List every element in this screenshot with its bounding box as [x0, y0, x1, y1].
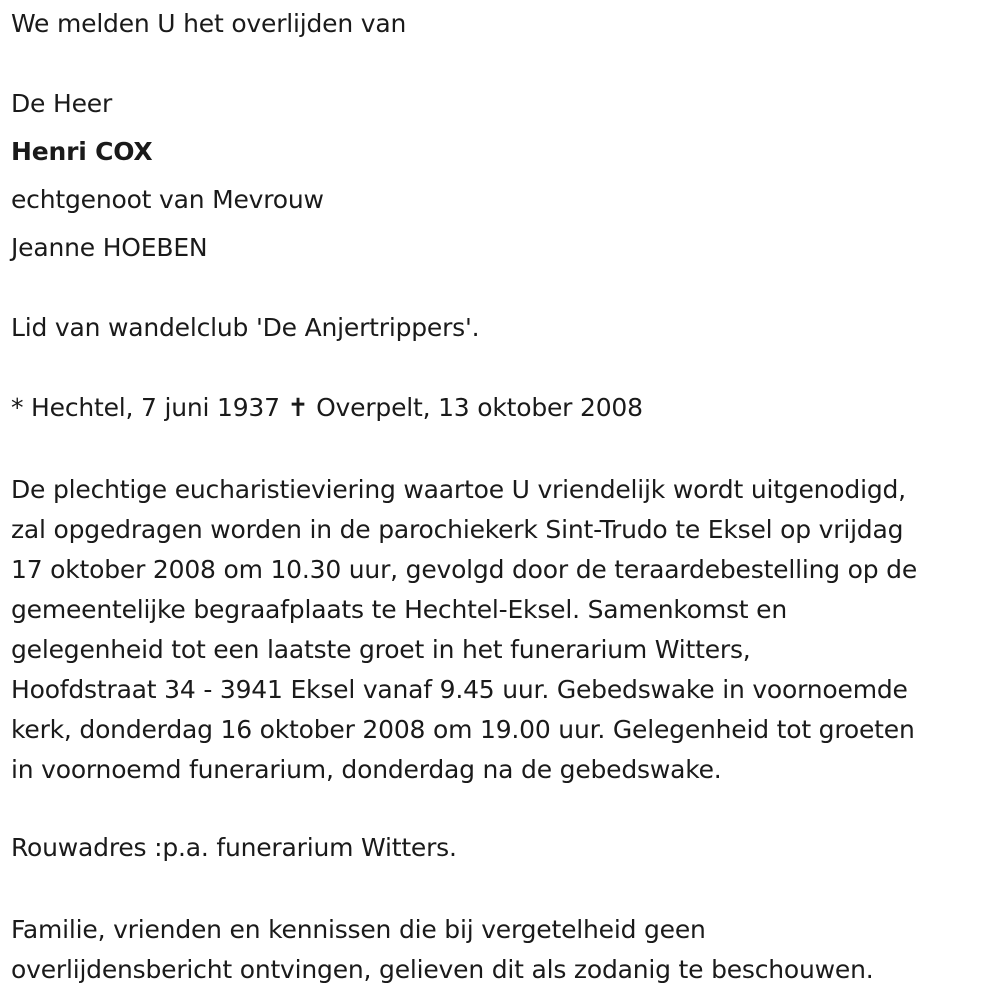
closing-paragraph [11, 910, 986, 990]
title-text: De Heer [11, 89, 113, 118]
ceremony-line: zal opgedragen worden in de parochiekerk Sint-Trudo te Eksel op vrijdag [11, 515, 904, 544]
ceremony-line: gemeentelijke begraafplaats te Hechtel-Eksel. Samenkomst en [11, 595, 787, 624]
birth-death-dates: * Hechtel, 7 juni 1937 ✝ Overpelt, 13 oktober 2008 [11, 393, 643, 422]
deceased-name: Henri COX [11, 137, 153, 166]
membership-text: Lid van wandelclub 'De Anjertrippers'. [11, 313, 480, 342]
closing-line: Familie, vrienden en kennissen die bij vergetelheid geen [11, 915, 706, 944]
ceremony-line: De plechtige eucharistieviering waartoe U vriendelijk wordt uitgenodigd, [11, 475, 906, 504]
ceremony-line: 17 oktober 2008 om 10.30 uur, gevolgd door de teraardebestelling op de [11, 555, 918, 584]
ceremony-line: Hoofdstraat 34 - 3941 Eksel vanaf 9.45 uur. Gebedswake in voornoemde [11, 675, 908, 704]
ceremony-line: kerk, donderdag 16 oktober 2008 om 19.00 uur. Gelegenheid tot groeten [11, 715, 915, 744]
spouse-line: echtgenoot van Mevrouw [11, 185, 324, 214]
intro-text: We melden U het overlijden van [11, 9, 407, 38]
closing-line: overlijdensbericht ontvingen, gelieven dit als zodanig te beschouwen. [11, 955, 874, 984]
ceremony-paragraph [11, 470, 986, 790]
address-text: Rouwadres :p.a. funerarium Witters. [11, 833, 457, 862]
ceremony-line: gelegenheid tot een laatste groet in het funerarium Witters, [11, 635, 751, 664]
ceremony-line: in voornoemd funerarium, donderdag na de gebedswake. [11, 755, 722, 784]
spouse-name: Jeanne HOEBEN [11, 233, 208, 262]
